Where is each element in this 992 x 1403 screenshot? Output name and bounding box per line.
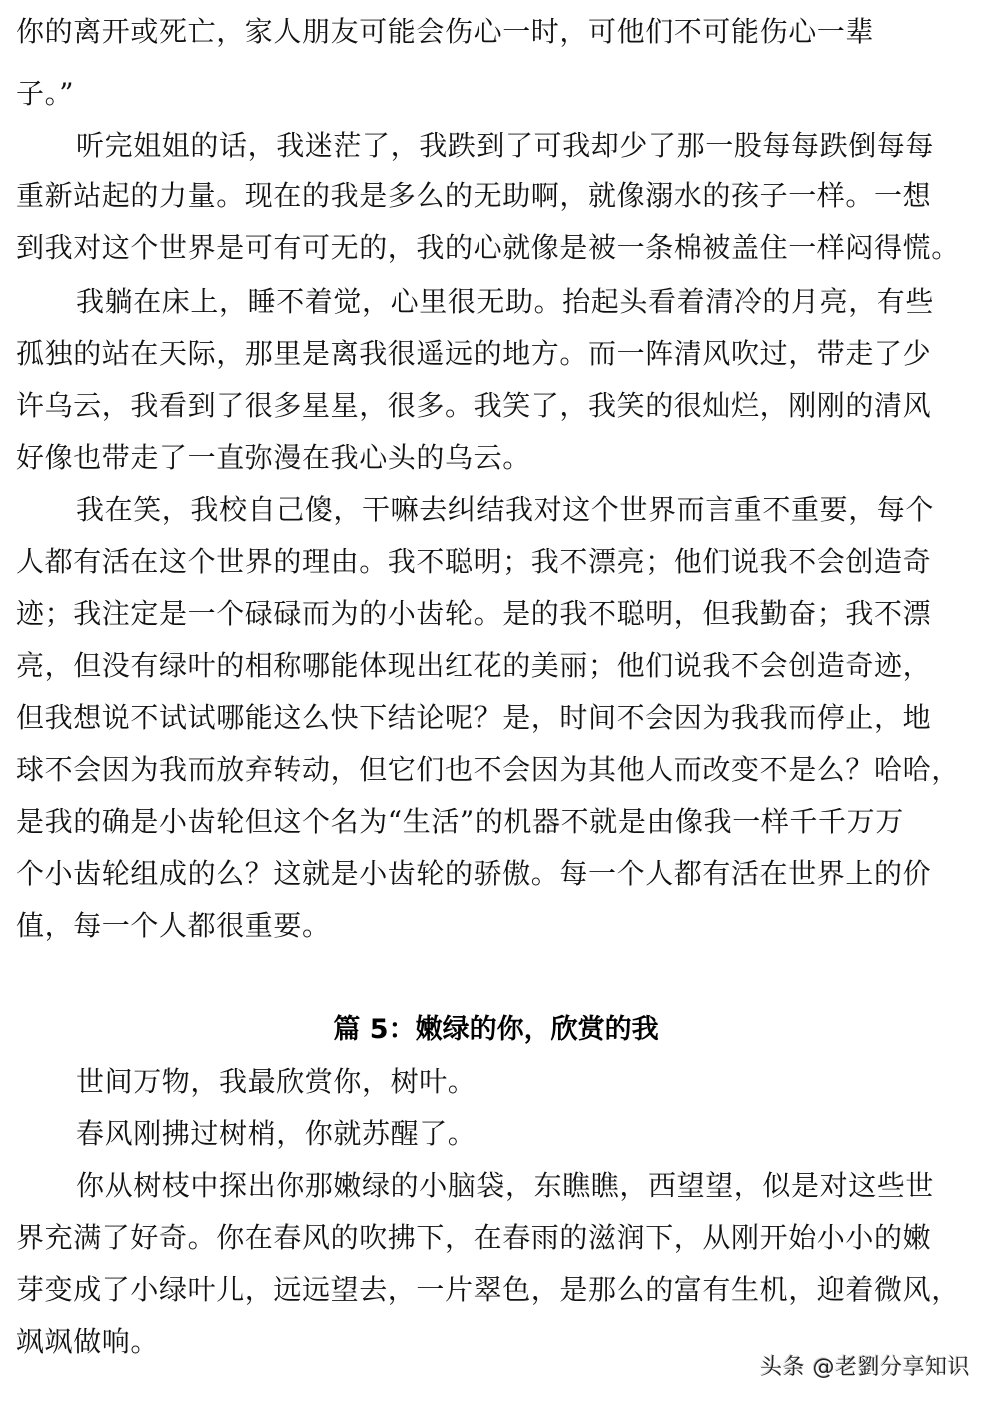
text-line: 孤独的站在天际，那里是离我很遥远的地方。而一阵清风吹过，带走了少 [16, 337, 932, 370]
text-line: 是我的确是小齿轮但这个名为“生活”的机器不就是由像我一样千千万万 [16, 805, 904, 838]
text-line: 你的离开或死亡，家人朋友可能会伤心一时，可他们不可能伤心一辈 [16, 15, 875, 48]
text-line: 芽变成了小绿叶儿，远远望去，一片翠色，是那么的富有生机，迎着微风， [16, 1273, 960, 1306]
text-line: 好像也带走了一直弥漫在我心头的乌云。 [16, 441, 531, 474]
text-line: 我在笑，我校自己傻，干嘛去纠结我对这个世界而言重不重要，每个 [76, 493, 935, 526]
text-line: 球不会因为我而放弃转动，但它们也不会因为其他人而改变不是么？哈哈， [16, 753, 960, 786]
text-line: 春风刚拂过树梢，你就苏醒了。 [76, 1117, 477, 1150]
text-line: 到我对这个世界是可有可无的，我的心就像是被一条棉被盖住一样闷得慌。 [16, 231, 960, 264]
watermark: 头条 @老劉分享知识 [760, 1355, 970, 1380]
text-line: 世间万物，我最欣赏你，树叶。 [76, 1065, 477, 1098]
text-line: 迹；我注定是一个碌碌而为的小齿轮。是的我不聪明，但我勤奋；我不漂 [16, 597, 932, 630]
section-title: 篇 5：嫩绿的你，欣赏的我 [333, 1014, 659, 1045]
text-line: 我躺在床上，睡不着觉，心里很无助。抬起头看着清冷的月亮，有些 [76, 285, 935, 318]
text-line: 子。” [16, 77, 75, 110]
text-line: 但我想说不试试哪能这么快下结论呢？是，时间不会因为我我而停止，地 [16, 701, 932, 734]
text-line: 亮，但没有绿叶的相称哪能体现出红花的美丽；他们说我不会创造奇迹， [16, 649, 932, 682]
text-line: 许乌云，我看到了很多星星，很多。我笑了，我笑的很灿烂，刚刚的清风 [16, 389, 932, 422]
text-line: 听完姐姐的话，我迷茫了，我跌到了可我却少了那一股每每跌倒每每 [76, 129, 935, 162]
text-line: 你从树枝中探出你那嫩绿的小脑袋，东瞧瞧，西望望，似是对这些世 [76, 1169, 935, 1202]
text-line: 人都有活在这个世界的理由。我不聪明；我不漂亮；他们说我不会创造奇 [16, 545, 932, 578]
text-line: 重新站起的力量。现在的我是多么的无助啊，就像溺水的孩子一样。一想 [16, 179, 932, 212]
text-line: 飒飒做响。 [16, 1325, 160, 1358]
text-line: 值，每一个人都很重要。 [16, 909, 331, 942]
text-line: 界充满了好奇。你在春风的吹拂下，在春雨的滋润下，从刚开始小小的嫩 [16, 1221, 932, 1254]
text-line: 个小齿轮组成的么？这就是小齿轮的骄傲。每一个人都有活在世界上的价 [16, 857, 932, 890]
